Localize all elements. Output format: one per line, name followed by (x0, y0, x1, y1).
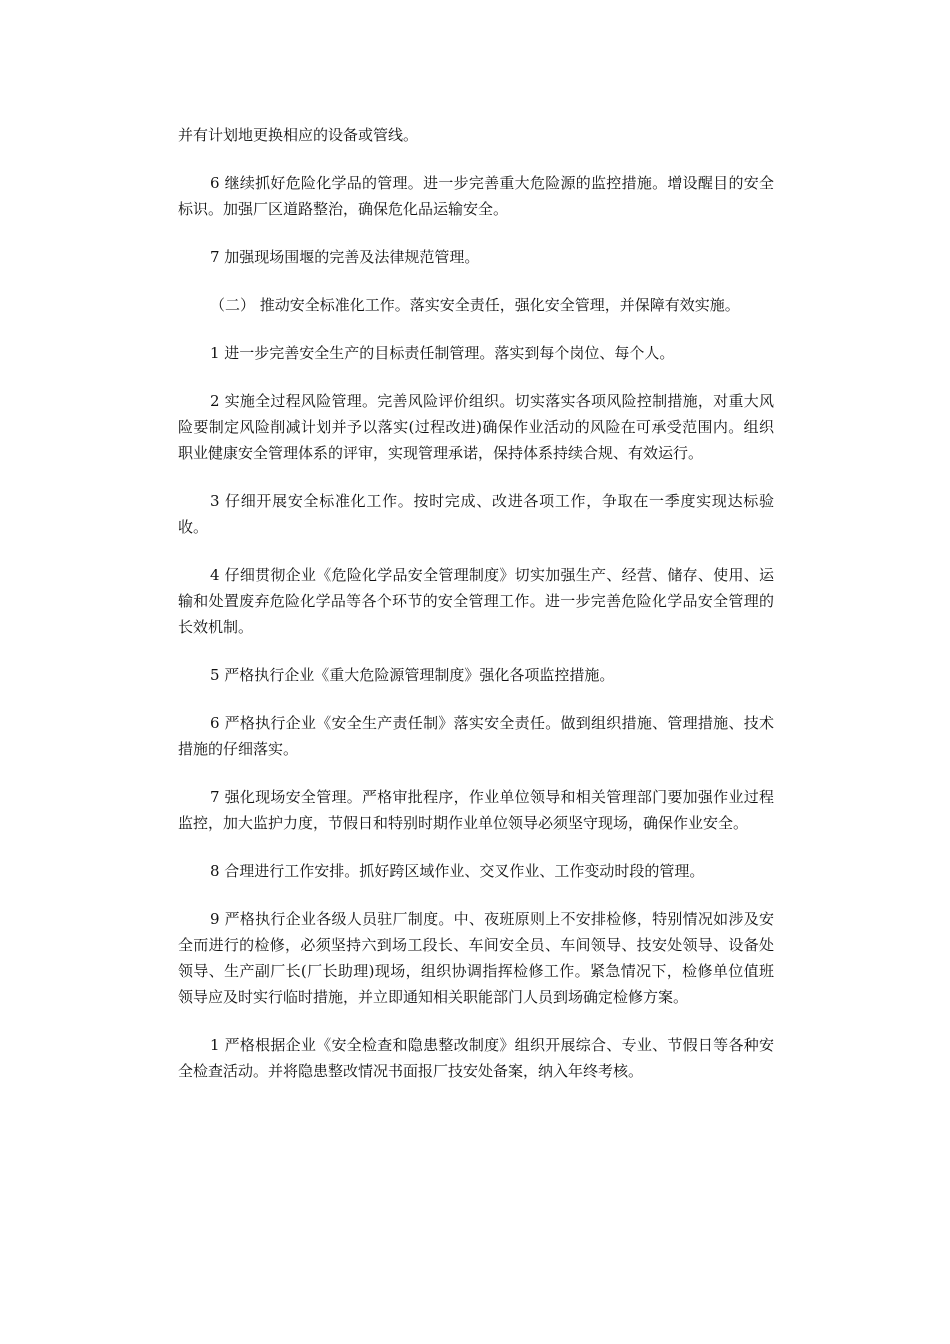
paragraph-item-5-major-hazard: 5 严格执行企业《重大危险源管理制度》强化各项监控措施。 (210, 666, 615, 684)
paragraph-item-4-hazardous-chemicals: 4 仔细贯彻企业《危险化学品安全管理制度》切实加强生产、经营、储存、使用、运输和处置废弃危险化学品等各个环节的安全管理工作。进一步完善危险化学品安全管理的长效机制。 (178, 566, 774, 636)
paragraph-item-1-responsibility: 1 进一步完善安全生产的目标责任制管理。落实到每个岗位、每个人。 (210, 344, 675, 362)
paragraph-item-6-responsibility-system: 6 严格执行企业《安全生产责任制》落实安全责任。做到组织措施、管理措施、技术措施的仔细落实。 (178, 714, 774, 758)
paragraph-item-2-risk: 2 实施全过程风险管理。完善风险评价组织。切实落实各项风险控制措施，对重大风险要制定风险削减计划并予以落实(过程改进)确保作业活动的风险在可承受范围内。组织职业健康安全管理体系的评审，实现管理承诺，保持体系持续合规、有效运行。 (178, 392, 774, 462)
paragraph-item-9-on-site-duty: 9 严格执行企业各级人员驻厂制度。中、夜班原则上不安排检修，特别情况如涉及安全而进行的检修，必须坚持六到场工段长、车间安全员、车间领导、技安处领导、设备处领导、生产副厂长(厂长助理)现场，组织协调指挥检修工作。紧急情况下，检修单位值班领导应及时实行临时措施，并立即通知相关职能部门人员到场确定检修方案。 (178, 910, 774, 1006)
document-body (178, 122, 774, 1106)
paragraph-continuation: 并有计划地更换相应的设备或管线。 (178, 126, 419, 144)
paragraph-section-2-heading: （二） 推动安全标准化工作。落实安全责任，强化安全管理，并保障有效实施。 (210, 296, 740, 314)
paragraph-item-3-standardization: 3 仔细开展安全标准化工作。按时完成、改进各项工作，争取在一季度实现达标验收。 (178, 492, 774, 536)
paragraph-item-7-cofferdam: 7 加强现场围堰的完善及法律规范管理。 (210, 248, 480, 266)
paragraph-item-8-work-arrangement: 8 合理进行工作安排。抓好跨区域作业、交叉作业、工作变动时段的管理。 (210, 862, 705, 880)
paragraph-item-1-inspection: 1 严格根据企业《安全检查和隐患整改制度》组织开展综合、专业、节假日等各种安全检查活动。并将隐患整改情况书面报厂技安处备案，纳入年终考核。 (178, 1036, 774, 1080)
paragraph-item-6-chemicals: 6 继续抓好危险化学品的管理。进一步完善重大危险源的监控措施。增设醒目的安全标识。加强厂区道路整治，确保危化品运输安全。 (178, 174, 774, 218)
paragraph-item-7-site-safety: 7 强化现场安全管理。严格审批程序，作业单位领导和相关管理部门要加强作业过程监控，加大监护力度，节假日和特别时期作业单位领导必须坚守现场，确保作业安全。 (178, 788, 774, 832)
